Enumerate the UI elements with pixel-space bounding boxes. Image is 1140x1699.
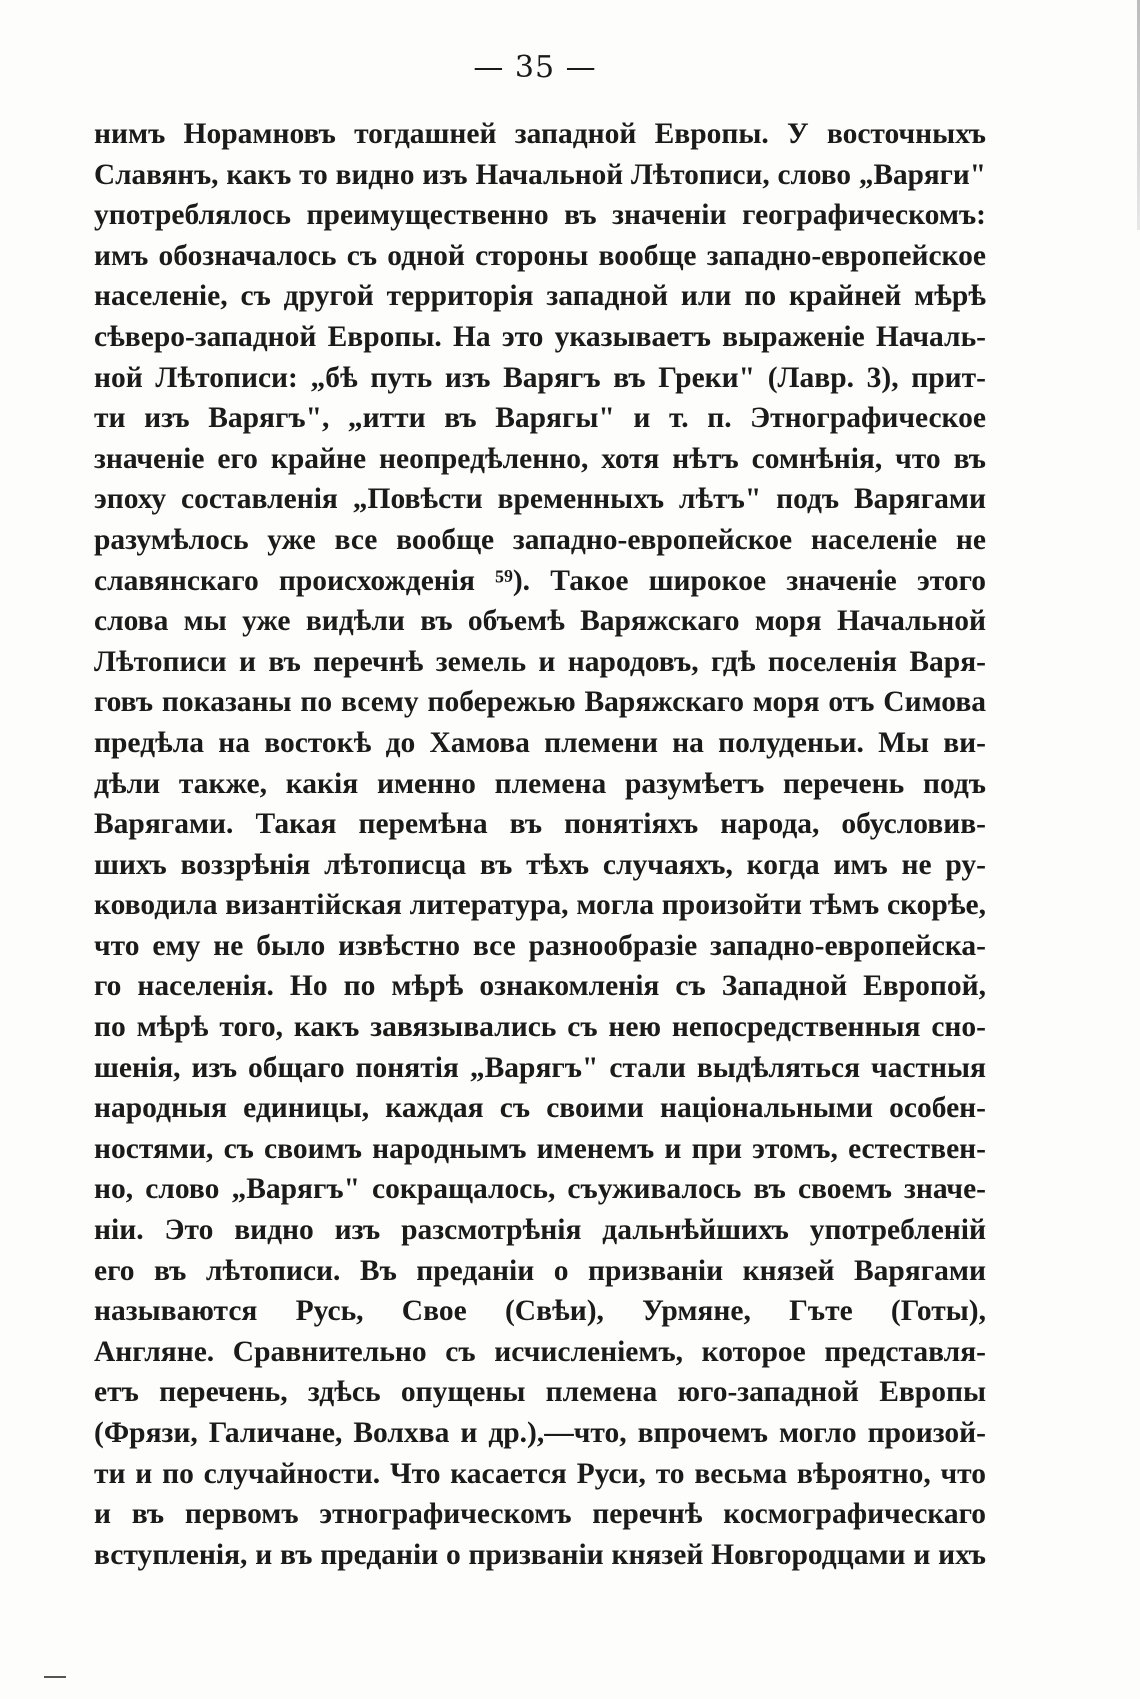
text-line: Англяне. Сравнительно съ исчисленіемъ, которое представля- xyxy=(94,1335,986,1368)
text-line: сѣверо-западной Европы. На это указываетъ выраженіе Началь- xyxy=(94,320,986,353)
text-line: шенія, изъ общаго понятія „Варягъ" стали выдѣляться частныя xyxy=(94,1051,986,1084)
text-line: етъ перечень, здѣсь опущены племена юго-западной Европы xyxy=(94,1376,986,1409)
text-line: славянскаго происхожденія ⁵⁹). Такое широкое значеніе этого xyxy=(94,564,986,597)
text-line: дѣли также, какія именно племена разумѣетъ перечень подъ xyxy=(94,767,986,800)
page-number: — 35 — xyxy=(473,50,597,85)
text-line: значеніе его крайне неопредѣленно, хотя нѣтъ сомнѣнія, что въ xyxy=(94,442,986,475)
text-line: называются Русь, Свое (Свѣи), Урмяне, Гъте (Готы), xyxy=(94,1295,986,1328)
text-line: населеніе, съ другой территорія западной или по крайней мѣрѣ xyxy=(94,280,986,313)
text-line: ніи. Это видно изъ разсмотрѣнія дальнѣйшихъ употребленій xyxy=(94,1214,986,1247)
text-line: говъ показаны по всему побережью Варяжскаго моря отъ Симова xyxy=(94,686,986,719)
text-line: (Фрязи, Галичане, Волхва и др.),—что, впрочемъ могло произой- xyxy=(94,1417,986,1449)
text-line: имъ обозначалось съ одной стороны вообще западно-европейское xyxy=(94,239,986,272)
text-line: ководила византійская литература, могла произойти тѣмъ скорѣе, xyxy=(94,889,986,922)
body-text xyxy=(94,114,986,1575)
text-line: и въ первомъ этнографическомъ перечнѣ космографическаго xyxy=(94,1498,986,1531)
text-line: ти изъ Варягъ", „итти въ Варягы" и т. п. Этнографическое xyxy=(94,402,986,435)
text-line: ностями, съ своимъ народнымъ именемъ и при этомъ, естествен- xyxy=(94,1132,986,1165)
text-line: по мѣрѣ того, какъ завязывались съ нею непосредственныя сно- xyxy=(94,1011,986,1044)
text-line: Лѣтописи и въ перечнѣ земель и народовъ, гдѣ поселенія Варя- xyxy=(94,645,986,678)
text-line: эпоху составленія „Повѣсти временныхъ лѣтъ" подъ Варягами xyxy=(94,483,986,516)
text-line: ной Лѣтописи: „бѣ путь изъ Варягъ въ Греки" (Лавр. 3), прит- xyxy=(94,361,986,394)
text-line: го населенія. Но по мѣрѣ ознакомленія съ Западной Европой, xyxy=(94,970,986,1003)
text-line: слова мы уже видѣли въ объемѣ Варяжскаго моря Начальной xyxy=(94,605,986,638)
text-line: народныя единицы, каждая съ своими національными особен- xyxy=(94,1092,986,1125)
text-line: предѣла на востокѣ до Хамова племени на полуденьи. Мы ви- xyxy=(94,726,986,759)
text-line: вступленія, и въ преданіи о призваніи князей Новгородцами и ихъ xyxy=(94,1538,986,1571)
text-line: ти и по случайности. Что касается Руси, то весьма вѣроятно, что xyxy=(94,1457,986,1490)
page-corner-mark xyxy=(44,1676,66,1678)
text-line: разумѣлось уже все вообще западно-европейское населеніе не xyxy=(94,523,986,556)
text-line: что ему не было извѣстно все разнообразіе западно-европейска- xyxy=(94,929,986,962)
text-line: Варягами. Такая перемѣна въ понятіяхъ народа, обусловив- xyxy=(94,808,986,841)
text-line: но, слово „Варягъ" сокращалось, съуживалось въ своемъ значе- xyxy=(94,1173,986,1206)
text-line: употреблялось преимущественно въ значеніи географическомъ: xyxy=(94,199,986,232)
text-line: его въ лѣтописи. Въ преданіи о призваніи князей Варягами xyxy=(94,1254,986,1287)
text-line: Славянъ, какъ то видно изъ Начальной Лѣтописи, слово „Варяги" xyxy=(94,158,986,191)
text-line: шихъ воззрѣнія лѣтописца въ тѣхъ случаяхъ, когда имъ не ру- xyxy=(94,848,986,881)
text-line: нимъ Норамновъ тогдашней западной Европы. У восточныхъ xyxy=(94,118,986,150)
